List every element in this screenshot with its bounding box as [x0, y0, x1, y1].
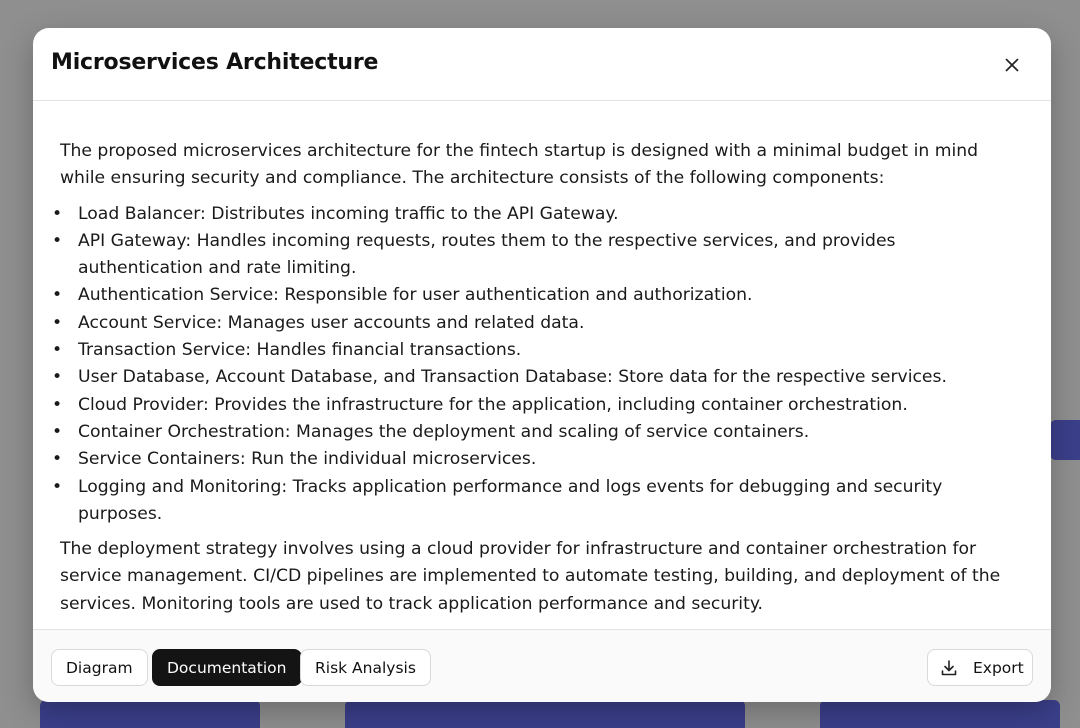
background-bar-bottom-left: [40, 700, 260, 728]
dialog-body: [52, 138, 1022, 618]
list-item: • Transaction Service: Handles financial transactions.: [52, 340, 522, 361]
list-item: • Account Service: Manages user accounts and related data.: [52, 312, 585, 333]
close-button[interactable]: [997, 50, 1027, 80]
dialog-title: Microservices Architecture: [51, 50, 379, 75]
architecture-dialog: [33, 28, 1051, 702]
export-button[interactable]: [927, 649, 1033, 686]
outro-paragraph: The deployment strategy involves using a cloud provider for infrastructure and container orchestration for service management. CI/CD pipelines are implemented to automate testing, building, and deployment of the services. Monitoring tools are used to track application performance and security.: [60, 539, 1001, 614]
list-item: • Load Balancer: Distributes incoming traffic to the API Gateway.: [52, 203, 619, 224]
download-icon: [940, 659, 958, 681]
export-label: Export: [973, 659, 1024, 677]
dialog-footer: [33, 629, 1051, 702]
tab-diagram[interactable]: Diagram: [51, 649, 148, 686]
components-list: [52, 201, 1022, 529]
background-bar-right: [1050, 420, 1080, 460]
dialog-header: [33, 28, 1051, 101]
list-item: • Cloud Provider: Provides the infrastructure for the application, including container orchestration.: [52, 394, 908, 415]
tab-documentation[interactable]: Documentation: [152, 649, 302, 686]
list-item: • API Gateway: Handles incoming requests, routes them to the respective services, and provides authentication and rate limiting.: [52, 230, 896, 279]
tab-risk-analysis[interactable]: Risk Analysis: [300, 649, 431, 686]
list-item: • User Database, Account Database, and Transaction Database: Store data for the respective services.: [52, 367, 947, 388]
list-item: • Authentication Service: Responsible for user authentication and authorization.: [52, 285, 753, 306]
list-item: • Service Containers: Run the individual microservices.: [52, 449, 537, 470]
list-item: • Logging and Monitoring: Tracks application performance and logs events for debugging and security purposes.: [52, 476, 943, 524]
background-bar-bottom-right: [820, 700, 1060, 728]
list-item: • Container Orchestration: Manages the deployment and scaling of service containers.: [52, 421, 810, 442]
close-icon: [1002, 55, 1022, 75]
background-bar-bottom-center: [345, 700, 745, 728]
intro-paragraph: The proposed microservices architecture for the fintech startup is designed with a minimal budget in mind while ensuring security and compliance. The architecture consists of the following components:: [60, 141, 979, 189]
